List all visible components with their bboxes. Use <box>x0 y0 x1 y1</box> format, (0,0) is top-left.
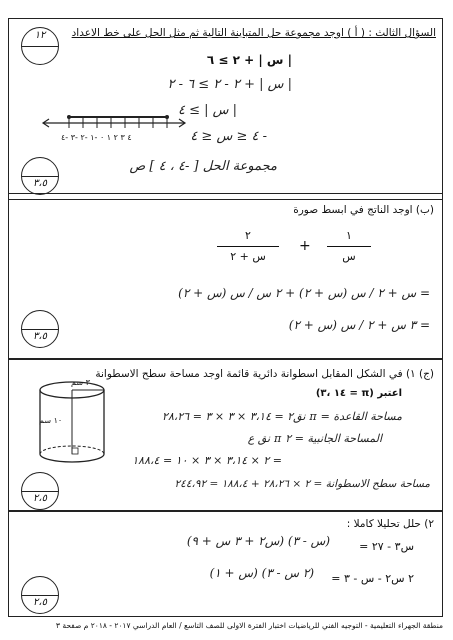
q3c-work-line-3: = ٢ × ٣،١٤ × ٣ × ١٠ = ١٨٨،٤ <box>132 454 282 467</box>
q3c-pi-note: اعتبر (π = ١٤ ،٣) <box>315 388 402 399</box>
cylinder-height-label: ١٠ سم <box>39 416 63 425</box>
q3b-operator: + <box>299 238 311 254</box>
q3a-work-line-1: | س | + ٢ - ٢ ≥ ٦ - ٢ <box>167 77 292 92</box>
score-circle-q3a-total: ١٢ <box>21 27 59 65</box>
q3c-header: (ج) ١) في الشكل المقابل اسطوانة دائرية قائمة اوجد مساحة سطح الاسطوانة <box>95 368 434 380</box>
page-footer: منطقة الجهراء التعليمية - التوجيه الفني للرياضيات اختبار الفترة الاولى للصف التاسع / العام الدراسي ٢٠١٧ - ٢٠١٨ م صفحة ٣ <box>55 621 443 630</box>
section-q3b <box>8 193 443 359</box>
score-circle-q3c2: ٢،٥ <box>21 576 59 614</box>
score-circle-q3b: ٣،٥ <box>21 310 59 348</box>
q3a-inequality: | س | + ٢ ≥ ٦ <box>206 53 292 67</box>
q3a-work-line-3: - ٤ ≤ س ≤ ٤ <box>190 129 267 144</box>
q3b-work-line-2: = ٣ س + ٢ / س (س + ٢) <box>288 318 430 332</box>
q3c2-header: ٢) حلل تحليلا كاملا : <box>346 518 434 530</box>
q3c-work-line-1: مساحة القاعدة = π نق٢ = ٣،١٤ × ٣ × ٣ = ٢٨،٢٦ <box>162 410 402 423</box>
q3a-number-line-labels: ٤ ٣ ٢ ١ ٠ -١ -٢ -٣ -٤ <box>61 133 132 142</box>
q3c2-expression-2: ٢ س٢ - س - ٣ = <box>331 572 414 585</box>
score-circle-q3a: ٣،٥ <box>21 157 59 195</box>
q3a-header: السؤال الثالث : ( أ ) اوجد مجموعة حل المتباينة التالية ثم مثل الحل على خط الاعداد <box>71 27 436 39</box>
section-q3a <box>8 18 443 200</box>
q3c-work-line-2: المساحة الجانبية = ٢ π نق ع <box>247 432 382 445</box>
section-q3c <box>8 359 443 511</box>
q3c-work-line-4: مساحة سطح الاسطوانة = ٢ × ٢٨،٢٦ + ١٨٨،٤ = ٢٤٤،٩٢ <box>174 478 430 490</box>
cylinder-radius-label: ٣ سم <box>71 378 90 387</box>
q3b-header: (ب) اوجد الناتج في ابسط صورة <box>293 204 434 216</box>
q3b-fraction-1: ١ س <box>327 228 371 265</box>
q3c2-expression-1: س٣ - ٢٧ = <box>359 540 414 553</box>
q3b-work-line-1: = س + ٢ / س (س + ٢) + ٢ س / س (س + ٢) <box>178 286 430 300</box>
q3a-work-line-4: مجموعة الحل [ -٤ ، ٤ ] ص <box>129 159 277 174</box>
q3b-fraction-2: ٢ س + ٢ <box>217 228 279 265</box>
q3c2-work-1: (س - ٣) (س٢ + ٣ س + ٩) <box>186 534 330 548</box>
q3c2-work-2: (٢ س - ٣) (س + ١) <box>209 566 314 580</box>
score-circle-q3c: ٢،٥ <box>21 472 59 510</box>
q3a-work-line-2: | س | ≥ ٤ <box>177 103 237 118</box>
section-q3c2 <box>8 511 443 617</box>
